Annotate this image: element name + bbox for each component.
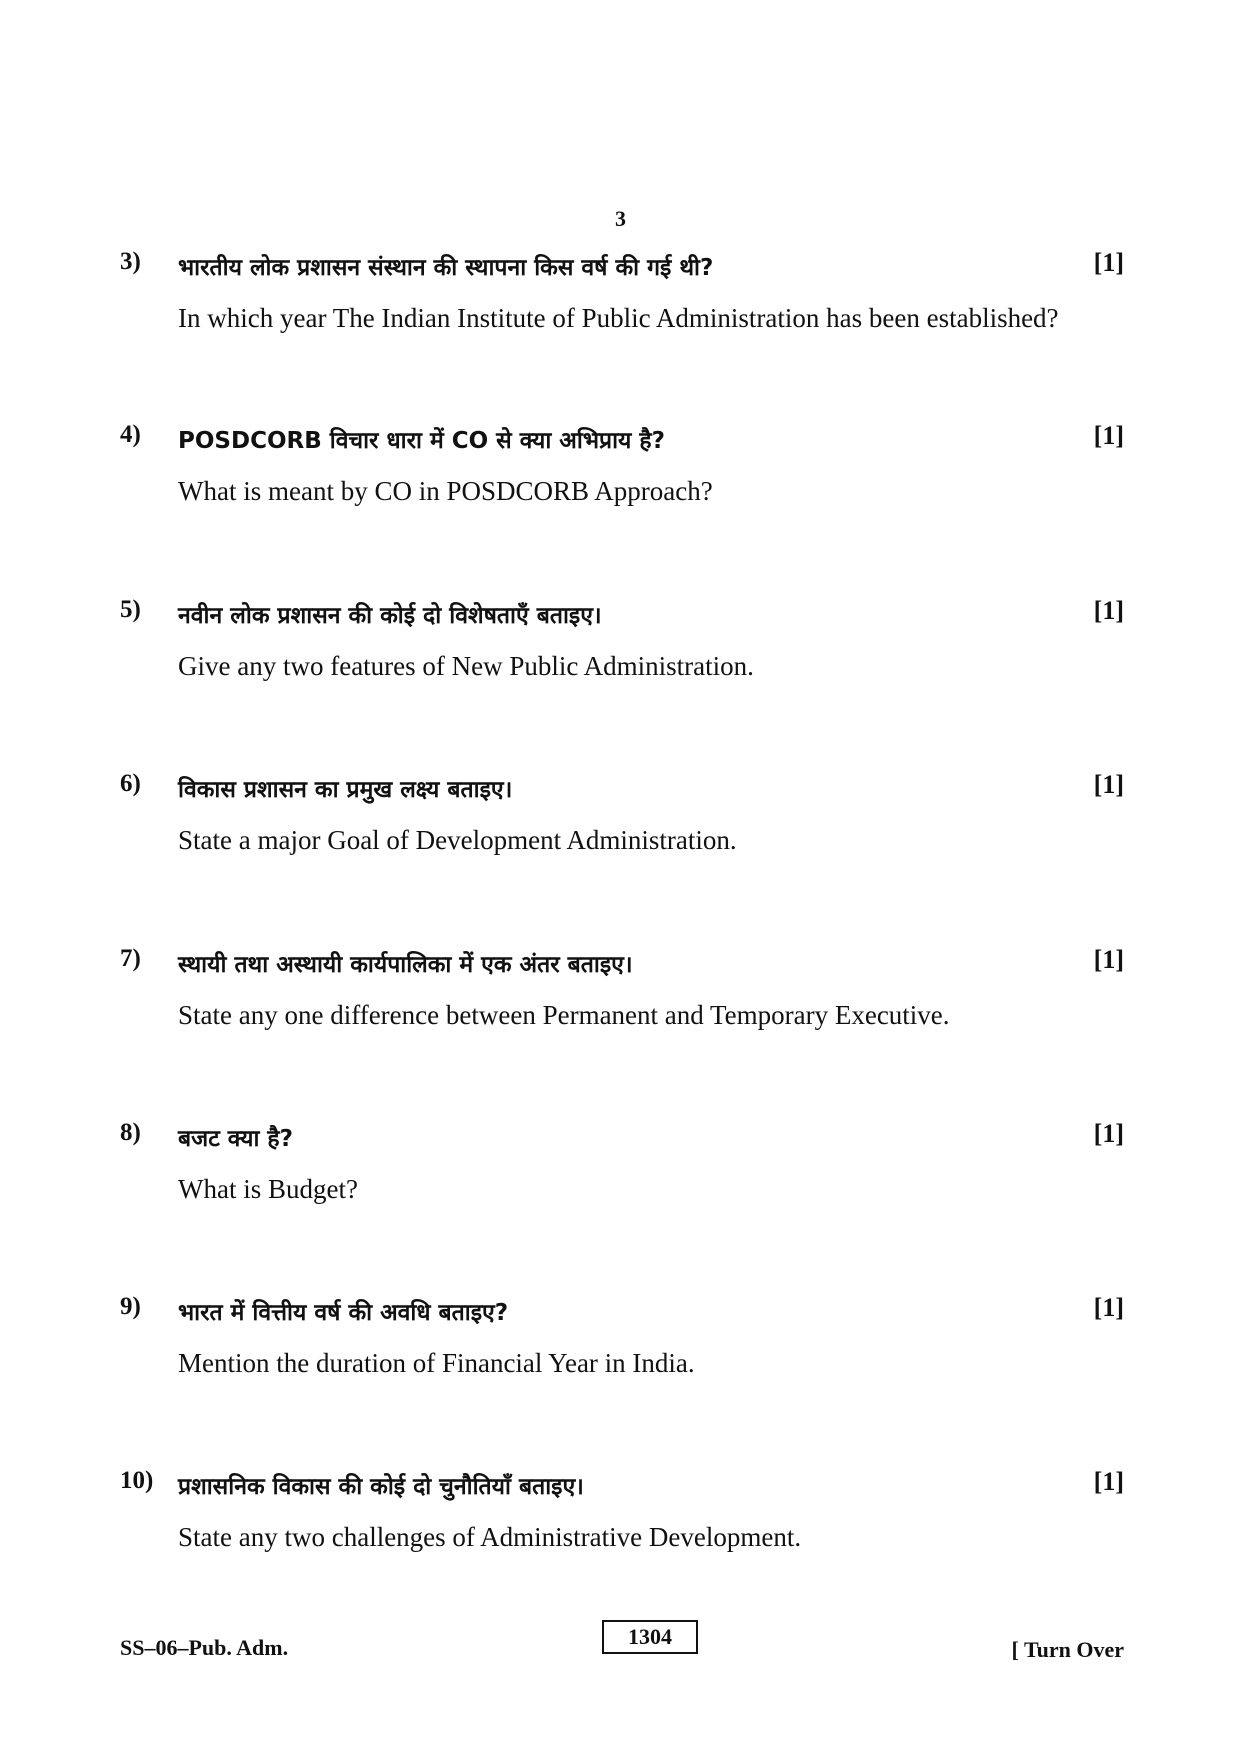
question-marks: [1] bbox=[1093, 1119, 1124, 1148]
question-number: 3) bbox=[120, 248, 141, 275]
question-english: What is Budget? bbox=[178, 1174, 358, 1204]
question-marks: [1] bbox=[1093, 770, 1124, 799]
question-english: State a major Goal of Development Administration. bbox=[178, 825, 737, 855]
question-english: What is meant by CO in POSDCORB Approach? bbox=[178, 476, 713, 506]
question-number: 7) bbox=[120, 945, 141, 972]
question-marks: [1] bbox=[1093, 1467, 1124, 1496]
question-english: Mention the duration of Financial Year in India. bbox=[178, 1348, 695, 1378]
paper-number-box: 1304 bbox=[602, 1620, 698, 1654]
question-number: 4) bbox=[120, 421, 141, 448]
question-number: 5) bbox=[120, 596, 141, 623]
question-hindi: नवीन लोक प्रशासन की कोई दो विशेषताएँ बताइए। bbox=[178, 603, 602, 629]
question-hindi: भारतीय लोक प्रशासन संस्थान की स्थापना किस वर्ष की गई थी? bbox=[178, 255, 714, 281]
question-number: 10) bbox=[120, 1467, 154, 1494]
question-marks: [1] bbox=[1093, 421, 1124, 450]
question-number: 6) bbox=[120, 770, 141, 797]
question-hindi: भारत में वित्तीय वर्ष की अवधि बताइए? bbox=[178, 1300, 509, 1326]
question-hindi: स्थायी तथा अस्थायी कार्यपालिका में एक अंतर बताइए। bbox=[178, 952, 633, 978]
question-hindi: बजट क्या है? bbox=[178, 1126, 293, 1152]
question-english: State any two challenges of Administrative Development. bbox=[178, 1522, 802, 1552]
page-number: 3 bbox=[615, 206, 626, 231]
question-english: Give any two features of New Public Administration. bbox=[178, 651, 754, 681]
question-number: 9) bbox=[120, 1293, 141, 1320]
question-hindi: विकास प्रशासन का प्रमुख लक्ष्य बताइए। bbox=[178, 777, 513, 803]
question-hindi: प्रशासनिक विकास की कोई दो चुनौतियाँ बताइए। bbox=[178, 1474, 584, 1500]
question-marks: [1] bbox=[1093, 1293, 1124, 1322]
question-hindi: POSDCORB विचार धारा में CO से क्या अभिप्राय है? bbox=[178, 428, 665, 454]
turn-over-label: [ Turn Over bbox=[1011, 1637, 1124, 1662]
question-number: 8) bbox=[120, 1119, 141, 1146]
question-english: State any one difference between Permanent and Temporary Executive. bbox=[178, 1000, 950, 1030]
question-marks: [1] bbox=[1093, 248, 1124, 277]
question-marks: [1] bbox=[1093, 945, 1124, 974]
question-marks: [1] bbox=[1093, 596, 1124, 625]
paper-code: SS–06–Pub. Adm. bbox=[120, 1635, 289, 1660]
question-english: In which year The Indian Institute of Public Administration has been established? bbox=[178, 303, 1059, 333]
